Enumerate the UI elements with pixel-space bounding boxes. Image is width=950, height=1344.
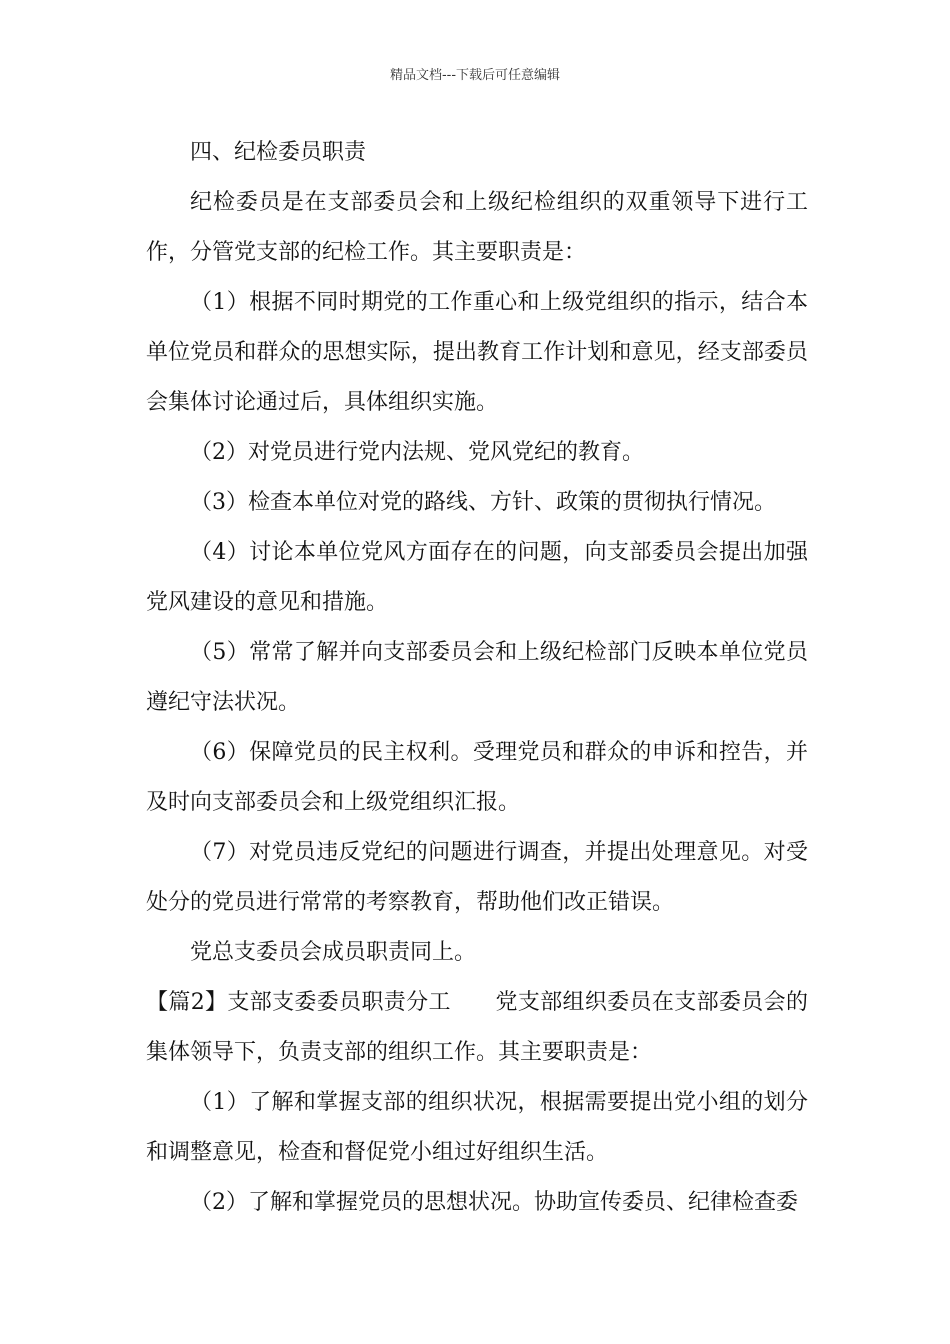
page-header: 精品文档---下载后可任意编辑	[389, 68, 561, 83]
list-item: （2）了解和掌握党员的思想状况。协助宣传委员、纪律检查委	[190, 1190, 798, 1215]
list-item: （5）常常了解并向支部委员会和上级纪检部门反映本单位党员遵纪守法状况。	[146, 640, 808, 715]
paragraph: 党总支委员会成员职责同上。	[190, 940, 477, 965]
list-item: （6）保障党员的民主权利。受理党员和群众的申诉和控告，并及时向支部委员会和上级党组织汇报。	[146, 740, 808, 815]
list-item: （1）了解和掌握支部的组织状况，根据需要提出党小组的划分和调整意见，检查和督促党小组过好组织生活。	[146, 1090, 808, 1165]
section-paragraph: 【篇2】支部支委委员职责分工 党支部组织委员在支部委员会的集体领导下，负责支部的组织工作。其主要职责是：	[146, 990, 808, 1065]
list-item: （4）讨论本单位党风方面存在的问题，向支部委员会提出加强党风建设的意见和措施。	[146, 540, 808, 615]
document-body	[146, 128, 808, 1228]
list-item: （7）对党员违反党纪的问题进行调查，并提出处理意见。对受处分的党员进行常常的考察教育，帮助他们改正错误。	[146, 840, 808, 915]
paragraph: 纪检委员是在支部委员会和上级纪检组织的双重领导下进行工作，分管党支部的纪检工作。其主要职责是：	[146, 190, 808, 265]
section-heading: 四、纪检委员职责	[190, 140, 367, 165]
list-item: （3）检查本单位对党的路线、方针、政策的贯彻执行情况。	[190, 490, 776, 515]
list-item: （2）对党员进行党内法规、党风党纪的教育。	[190, 440, 644, 465]
list-item: （1）根据不同时期党的工作重心和上级党组织的指示，结合本单位党员和群众的思想实际，提出教育工作计划和意见，经支部委员会集体讨论通过后，具体组织实施。	[146, 290, 808, 415]
